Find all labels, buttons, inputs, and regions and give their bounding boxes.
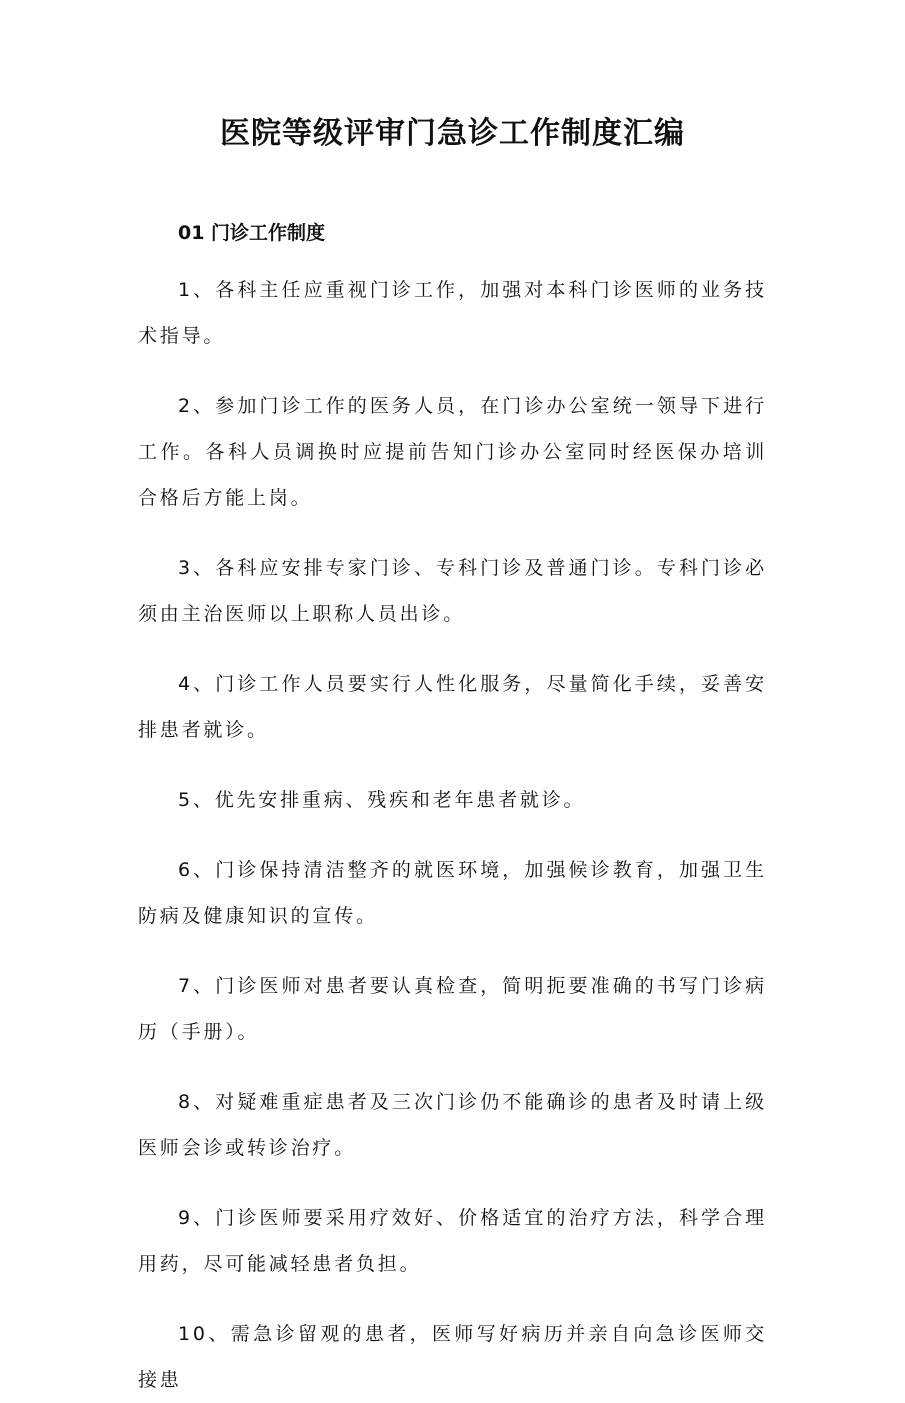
paragraph: 1、各科主任应重视门诊工作，加强对本科门诊医师的业务技术指导。 <box>138 279 767 347</box>
paragraph: 10、需急诊留观的患者，医师写好病历并亲自向急诊医师交接患 <box>138 1323 767 1391</box>
document-title: 医院等级评审门急诊工作制度汇编 <box>220 116 685 151</box>
paragraph: 2、参加门诊工作的医务人员，在门诊办公室统一领导下进行工作。各科人员调换时应提前告知门诊办公室同时经医保办培训合格后方能上岗。 <box>138 395 767 509</box>
paragraph: 9、门诊医师要采用疗效好、价格适宜的治疗方法，科学合理用药，尽可能减轻患者负担。 <box>138 1207 767 1275</box>
section-heading: 01 门诊工作制度 <box>178 222 326 244</box>
paragraph: 3、各科应安排专家门诊、专科门诊及普通门诊。专科门诊必须由主治医师以上职称人员出诊。 <box>138 557 767 625</box>
paragraph: 7、门诊医师对患者要认真检查，简明扼要准确的书写门诊病历（手册）。 <box>138 975 767 1043</box>
paragraph: 6、门诊保持清洁整齐的就医环境，加强候诊教育，加强卫生防病及健康知识的宣传。 <box>138 859 767 927</box>
paragraph: 4、门诊工作人员要实行人性化服务，尽量简化手续，妥善安排患者就诊。 <box>138 673 767 741</box>
paragraph-list <box>138 267 767 1403</box>
paragraph: 5、优先安排重病、残疾和老年患者就诊。 <box>178 789 586 811</box>
paragraph: 8、对疑难重症患者及三次门诊仍不能确诊的患者及时请上级医师会诊或转诊治疗。 <box>138 1091 767 1159</box>
